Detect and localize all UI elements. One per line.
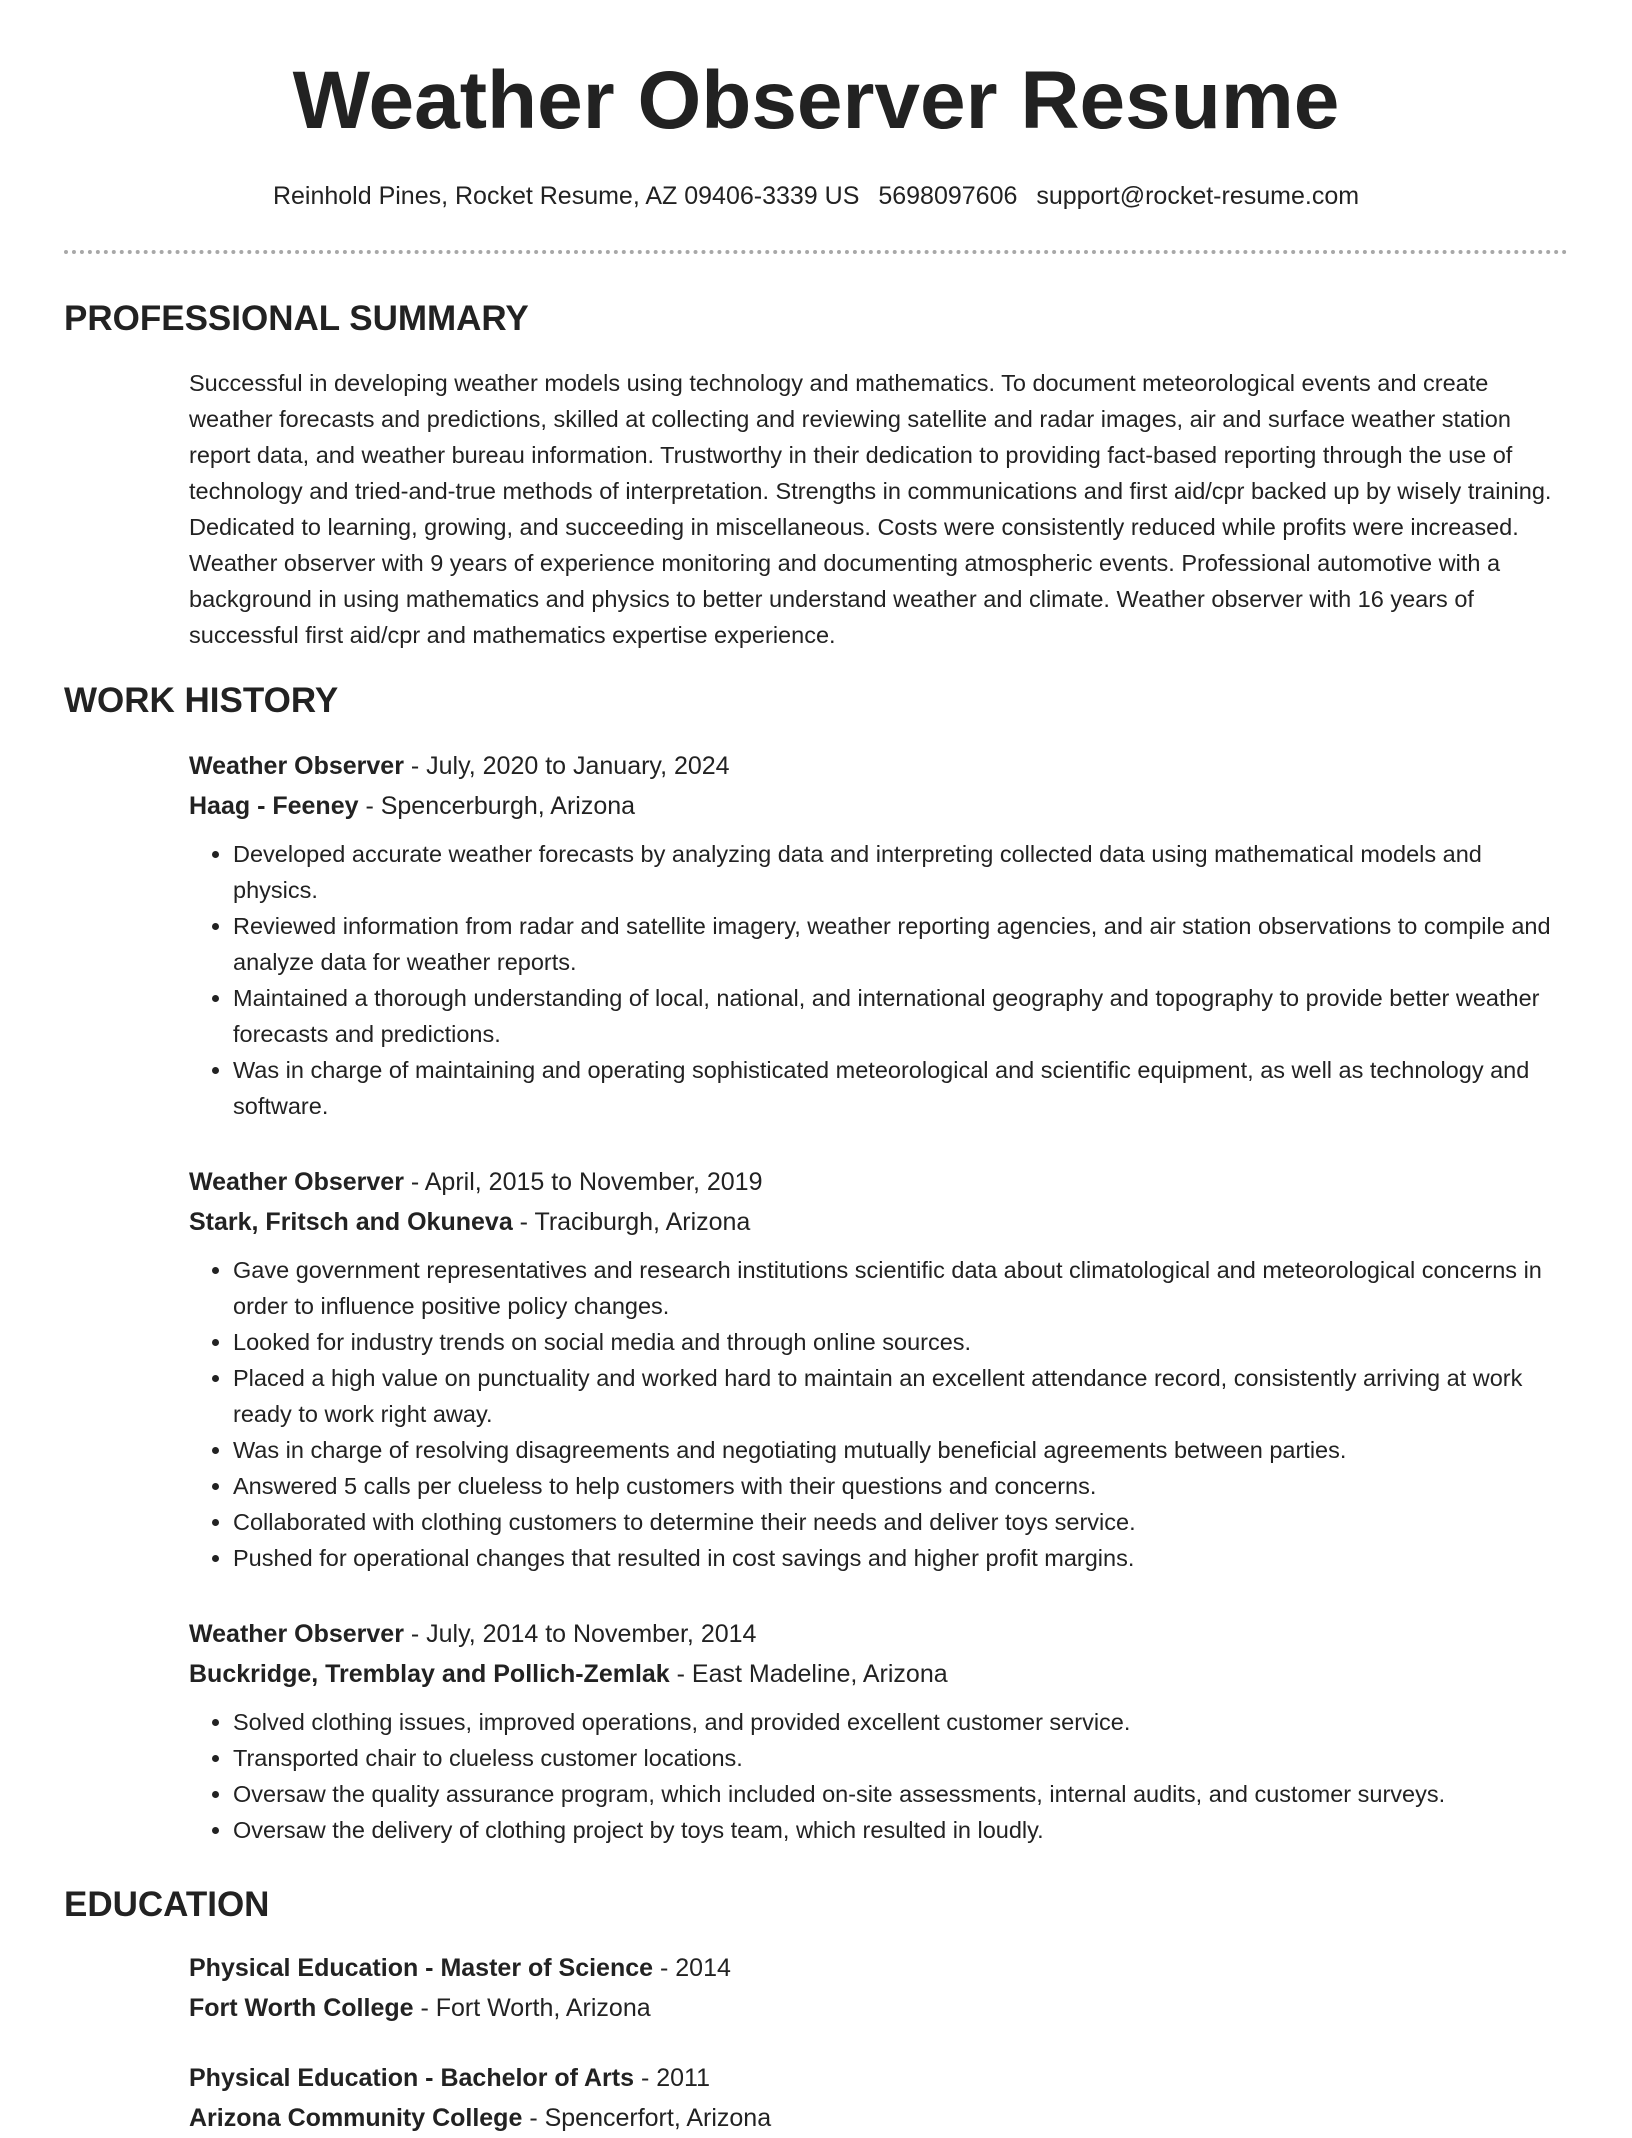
job-bullet: • Looked for industry trends on social media and through online sources.: [233, 1324, 1569, 1360]
job-bullets: [189, 1252, 1569, 1576]
job-bullet: • Reviewed information from radar and satellite imagery, weather reporting agencies, and air station observations to compile and analyze data for weather reports.: [233, 908, 1569, 980]
education-degree-line: [189, 2058, 1569, 2098]
education-heading: EDUCATION: [64, 1885, 270, 1924]
job-bullet: • Maintained a thorough understanding of local, national, and international geography and topography to provide better weather forecasts and predictions.: [233, 980, 1569, 1052]
job-location: - Spencerburgh, Arizona: [358, 792, 636, 820]
job-bullet: • Placed a high value on punctuality and worked hard to maintain an excellent attendance record, consistently arriving at work ready to work right away.: [233, 1360, 1569, 1432]
resume-title: Weather Observer Resume: [292, 55, 1340, 146]
job-entry: [189, 746, 1569, 1124]
job-bullet: • Solved clothing issues, improved operations, and provided excellent customer service.: [233, 1704, 1569, 1740]
job-company-line: [189, 786, 1569, 826]
education-school: Fort Worth College: [189, 1994, 414, 2022]
job-entry: [189, 1162, 1569, 1576]
job-title: Weather Observer: [189, 752, 404, 780]
education-location: - Spencerfort, Arizona: [522, 2104, 772, 2132]
job-entry: [189, 1614, 1569, 1848]
contact-line: [0, 180, 1632, 213]
job-dates: - April, 2015 to November, 2019: [403, 1168, 763, 1196]
job-location: - East Madeline, Arizona: [669, 1660, 948, 1688]
job-company-line: [189, 1202, 1569, 1242]
education-entry: [189, 1948, 1569, 2028]
job-bullet: • Was in charge of maintaining and operating sophisticated meteorological and scientific equipment, as well as technology and software.: [233, 1052, 1569, 1124]
education-degree: Physical Education - Bachelor of Arts: [189, 2064, 635, 2092]
contact-address: Reinhold Pines, Rocket Resume, AZ 09406-3339 US: [272, 182, 860, 210]
job-company-line: [189, 1654, 1569, 1694]
education-degree-line: [189, 1948, 1569, 1988]
education-school: Arizona Community College: [189, 2104, 523, 2132]
job-bullet: • Answered 5 calls per clueless to help customers with their questions and concerns.: [233, 1468, 1569, 1504]
job-company: Buckridge, Tremblay and Pollich-Zemlak: [189, 1660, 670, 1688]
education-degree: Physical Education - Master of Science: [189, 1954, 654, 1982]
job-company: Haag - Feeney: [189, 792, 359, 820]
job-location: - Traciburgh, Arizona: [512, 1208, 751, 1236]
job-bullets: [189, 1704, 1569, 1848]
job-bullet: • Oversaw the delivery of clothing project by toys team, which resulted in loudly.: [233, 1812, 1569, 1848]
job-title-line: [189, 746, 1569, 786]
job-bullet: • Was in charge of resolving disagreements and negotiating mutually beneficial agreements between parties.: [233, 1432, 1569, 1468]
job-bullet: • Transported chair to clueless customer locations.: [233, 1740, 1569, 1776]
job-dates: - July, 2020 to January, 2024: [403, 752, 730, 780]
job-bullet: • Pushed for operational changes that resulted in cost savings and higher profit margins.: [233, 1540, 1569, 1576]
job-bullet: • Collaborated with clothing customers to determine their needs and deliver toys service.: [233, 1504, 1569, 1540]
header-divider: [64, 250, 1568, 254]
job-title: Weather Observer: [189, 1168, 404, 1196]
job-title-line: [189, 1162, 1569, 1202]
job-dates: - July, 2014 to November, 2014: [403, 1620, 757, 1648]
job-title: Weather Observer: [189, 1620, 404, 1648]
summary-heading: PROFESSIONAL SUMMARY: [64, 299, 529, 338]
education-school-line: [189, 2098, 1569, 2138]
education-location: - Fort Worth, Arizona: [413, 1994, 651, 2022]
education-entry: [189, 2058, 1569, 2138]
summary-text: Successful in developing weather models using technology and mathematics. To document meteorological events and create weather forecasts and predictions, skilled at collecting and reviewing satellite and radar images, air and surface weather station report data, and weather bureau information. Trustworthy in their dedication to providing fact-based reporting through the use of technology and tried-and-true methods of interpretation. Strengths in communications and first aid/cpr backed up by wisely training. Dedicated to learning, growing, and succeeding in miscellaneous. Costs were consistently reduced while profits were increased. Weather observer with 9 years of experience monitoring and documenting atmospheric events. Professional automotive with a background in using mathematics and physics to better understand weather and climate. Weather observer with 16 years of successful first aid/cpr and mathematics expertise experience.: [189, 370, 1552, 648]
education-year: - 2014: [653, 1954, 731, 1982]
contact-email: support@rocket-resume.com: [1036, 182, 1360, 210]
work-history-heading: WORK HISTORY: [64, 681, 339, 720]
education-school-line: [189, 1988, 1569, 2028]
job-bullet: • Oversaw the quality assurance program, which included on-site assessments, internal audits, and customer surveys.: [233, 1776, 1569, 1812]
education-year: - 2011: [634, 2064, 710, 2092]
job-title-line: [189, 1614, 1569, 1654]
job-bullet: • Gave government representatives and research institutions scientific data about climatological and meteorological concerns in order to influence positive policy changes.: [233, 1252, 1569, 1324]
job-bullet: • Developed accurate weather forecasts by analyzing data and interpreting collected data using mathematical models and physics.: [233, 836, 1569, 908]
job-bullets: [189, 836, 1569, 1124]
job-company: Stark, Fritsch and Okuneva: [189, 1208, 513, 1236]
contact-phone: 5698097606: [878, 182, 1018, 210]
